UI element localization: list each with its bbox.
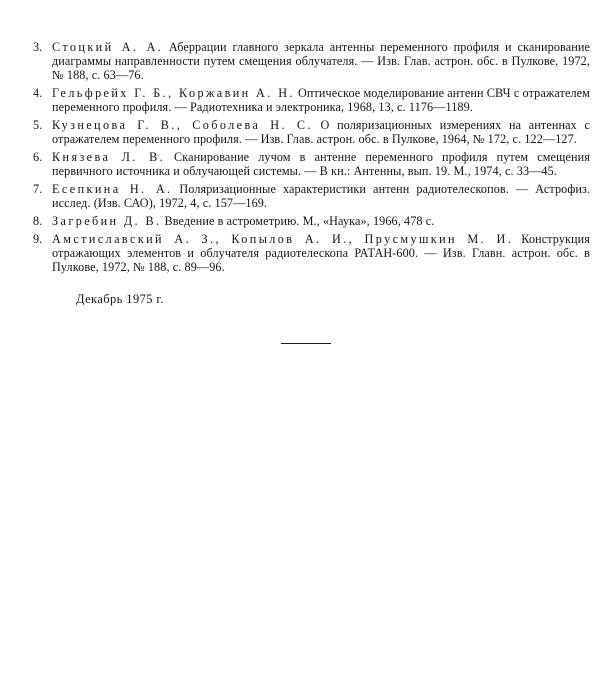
reference-number: 8. <box>33 214 43 228</box>
reference-item <box>0 232 600 274</box>
reference-number: 3. <box>33 40 43 54</box>
reference-text: О поляризационных измерениях на антеннах с отражателем переменного профиля. — Изв. Глав. астрон. обс. в Пулкове, 1964, № 172, с. 122—127. <box>52 118 591 146</box>
reference-text: Поляризационные характеристики антенн радиотелескопов. — Астрофиз. исслед. (Изв. САО), 1972, 4, с. 157—169. <box>52 182 591 210</box>
reference-list <box>0 40 600 278</box>
reference-item <box>0 86 600 114</box>
reference-authors: Кузнецова Г. В., Соболева Н. С. <box>52 118 313 132</box>
reference-text: Аберрации главного зеркала антенны переменного профиля и сканирование диаграммы направленности путем смещения облучателя. — Изв. Глав. астрон. обс. в Пулкове, 1972, № 188, с. 63—76. <box>52 40 590 82</box>
reference-authors: Стоцкий А. А. <box>52 40 164 54</box>
document-date: Декабрь 1975 г. <box>76 292 165 306</box>
reference-text: Оптическое моделирование антенн СВЧ с отражателем переменного профиля. — Радиотехника и электроника, 1968, 13, с. 1176—1189. <box>52 86 590 114</box>
reference-text: Сканирование лучом в антенне переменного профиля путем смещения первичного источника и облучающей системы. — В кн.: Антенны, вып. 19. М., 1974, с. 33—45. <box>52 150 591 178</box>
closing-rule <box>281 343 331 344</box>
reference-number: 4. <box>33 86 43 100</box>
reference-number: 9. <box>33 232 43 246</box>
reference-item <box>0 150 600 178</box>
reference-authors: Гельфрейх Г. Б., Коржавин А. Н. <box>52 86 295 100</box>
reference-number: 7. <box>33 182 43 196</box>
reference-item <box>0 214 600 228</box>
reference-number: 6. <box>33 150 43 164</box>
reference-authors: Амстиславский А. З., Копылов А. И., Прусмушкин М. И. <box>52 232 514 246</box>
reference-item <box>0 118 600 146</box>
reference-number: 5. <box>33 118 43 132</box>
reference-text: Введение в астрометрию. М., «Наука», 1966, 478 с. <box>164 214 435 228</box>
reference-item <box>0 40 600 82</box>
reference-text: Конструкция отражающих элементов и облучателя радиотелескопа РАТАН-600. — Изв. Главн. астрон. обс. в Пулкове, 1972, № 188, с. 89—96. <box>52 232 590 274</box>
reference-item <box>0 182 600 210</box>
reference-authors: Князева Л. В. <box>52 150 166 164</box>
reference-authors: Есепкина Н. А. <box>52 182 173 196</box>
reference-authors: Загребин Д. В. <box>52 214 162 228</box>
